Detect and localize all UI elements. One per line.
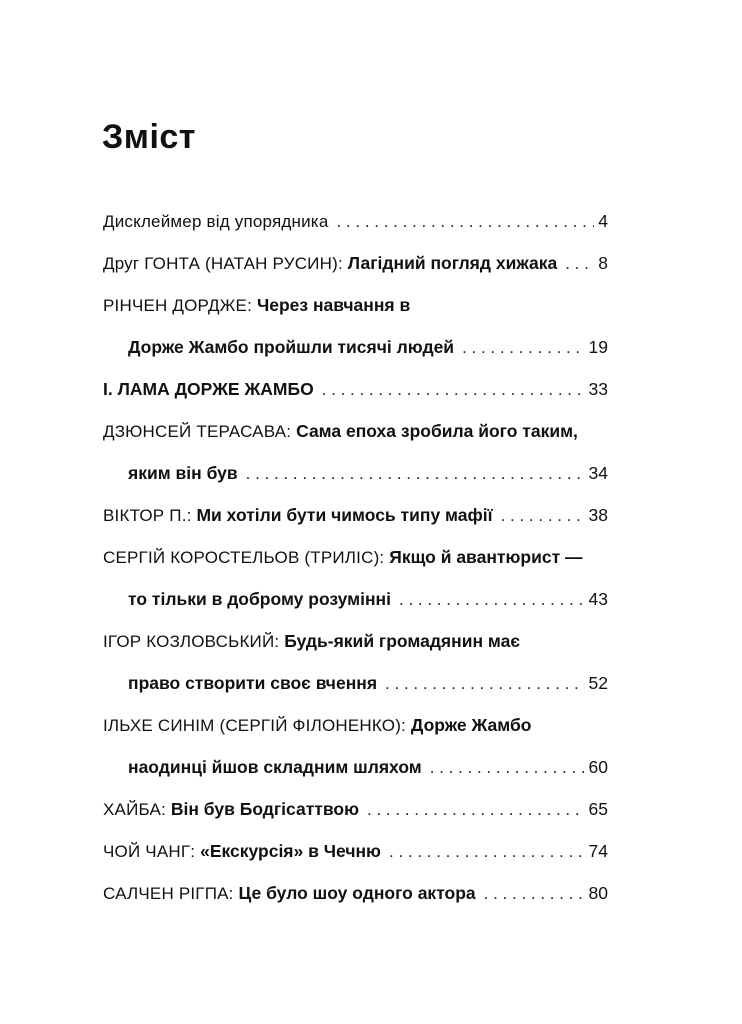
toc-page-number: 38 — [588, 505, 608, 525]
toc-entry-korostelov[interactable] — [103, 536, 608, 578]
toc-entry-author: Друг ГОНТА (НАТАН РУСИН): — [103, 254, 348, 273]
toc-page-number: 34 — [588, 463, 608, 483]
toc-entry-choi-chang[interactable] — [103, 830, 608, 872]
toc-page-number: 43 — [588, 589, 608, 609]
page-title: Зміст — [102, 118, 196, 156]
toc-page-number: 33 — [588, 379, 608, 399]
toc-page-number: 60 — [588, 757, 608, 777]
toc-entry-continuation[interactable] — [103, 452, 608, 494]
toc-entry-author: ВІКТОР П.: — [103, 506, 197, 525]
toc-entry-author: ДЗЮНСЕЙ ТЕРАСАВА: — [103, 422, 297, 441]
toc-entry-title: Це було шоу одного актора — [238, 883, 476, 903]
dot-leader — [336, 201, 594, 243]
toc-page-number: 8 — [598, 253, 608, 273]
toc-entry-author: ХАЙБА: — [103, 800, 171, 819]
toc-entry-author: ЧОЙ ЧАНГ: — [103, 842, 201, 861]
toc-entry-title: Ми хотіли бути чимось типу мафії — [196, 505, 493, 525]
toc-entry-rinchen-dordzhe[interactable] — [103, 284, 608, 326]
toc-entry-continuation[interactable] — [103, 746, 608, 788]
toc-page-number: 4 — [598, 211, 608, 231]
dot-leader — [565, 243, 594, 285]
toc-page-number: 19 — [588, 337, 608, 357]
toc-entry-title-continued: Дорже Жамбо пройшли тисячі людей — [128, 337, 455, 357]
toc-entry-title: Дисклеймер від упорядника — [103, 212, 329, 231]
table-of-contents — [103, 200, 608, 914]
toc-entry-title: Сама епоха зробила його таким, — [296, 421, 578, 441]
toc-entry-title-continued: право створити своє вчення — [128, 673, 378, 693]
toc-entry-disclaimer[interactable] — [103, 200, 608, 242]
toc-entry-continuation[interactable] — [103, 578, 608, 620]
toc-entry-khaiba[interactable] — [103, 788, 608, 830]
toc-entry-author: СЕРГІЙ КОРОСТЕЛЬОВ (ТРИЛІС): — [103, 548, 390, 567]
toc-entry-title-continued: яким він був — [128, 463, 238, 483]
toc-page-number: 74 — [588, 841, 608, 861]
toc-entry-title: Через навчання в — [256, 295, 411, 315]
dot-leader — [246, 453, 585, 495]
dot-leader — [367, 789, 585, 831]
toc-entry-ilkhe-sinim[interactable] — [103, 704, 608, 746]
toc-entry-title: Він був Бодгісаттвою — [170, 799, 360, 819]
toc-entry-author: ІЛЬХЕ СИНІМ (СЕРГІЙ ФІЛОНЕНКО): — [103, 716, 411, 735]
toc-entry-author: ІГОР КОЗЛОВСЬКИЙ: — [103, 632, 285, 651]
toc-section-lama-dordzhe-zhambo[interactable] — [103, 368, 608, 410]
toc-entry-title: Будь-який громадянин має — [284, 631, 521, 651]
toc-entry-title-continued: то тільки в доброму розумінні — [128, 589, 391, 609]
toc-entry-author: САЛЧЕН РІГПА: — [103, 884, 239, 903]
toc-entry-title: Лагідний погляд хижака — [347, 253, 558, 273]
toc-entry-gonta[interactable] — [103, 242, 608, 284]
toc-page-number: 80 — [588, 883, 608, 903]
dot-leader — [501, 495, 585, 537]
dot-leader — [389, 831, 585, 873]
toc-section-title: І. ЛАМА ДОРЖЕ ЖАМБО — [103, 379, 314, 399]
toc-page-number: 52 — [588, 673, 608, 693]
dot-leader — [430, 747, 585, 789]
toc-entry-title-continued: наодинці йшов складним шляхом — [128, 757, 422, 777]
dot-leader — [462, 327, 584, 369]
toc-entry-title: Якщо й авантюрист — — [389, 547, 583, 567]
toc-entry-title: Дорже Жамбо — [410, 715, 532, 735]
dot-leader — [322, 369, 585, 411]
toc-entry-viktor-p[interactable] — [103, 494, 608, 536]
toc-page-number: 65 — [588, 799, 608, 819]
toc-entry-title: «Екскурсія» в Чечню — [200, 841, 381, 861]
toc-entry-salchen-rigpa[interactable] — [103, 872, 608, 914]
toc-entry-terasava[interactable] — [103, 410, 608, 452]
dot-leader — [385, 663, 584, 705]
toc-entry-author: РІНЧЕН ДОРДЖЕ: — [103, 296, 257, 315]
toc-entry-continuation[interactable] — [103, 326, 608, 368]
toc-entry-kozlovskyi[interactable] — [103, 620, 608, 662]
toc-entry-continuation[interactable] — [103, 662, 608, 704]
dot-leader — [484, 873, 585, 915]
dot-leader — [399, 579, 585, 621]
